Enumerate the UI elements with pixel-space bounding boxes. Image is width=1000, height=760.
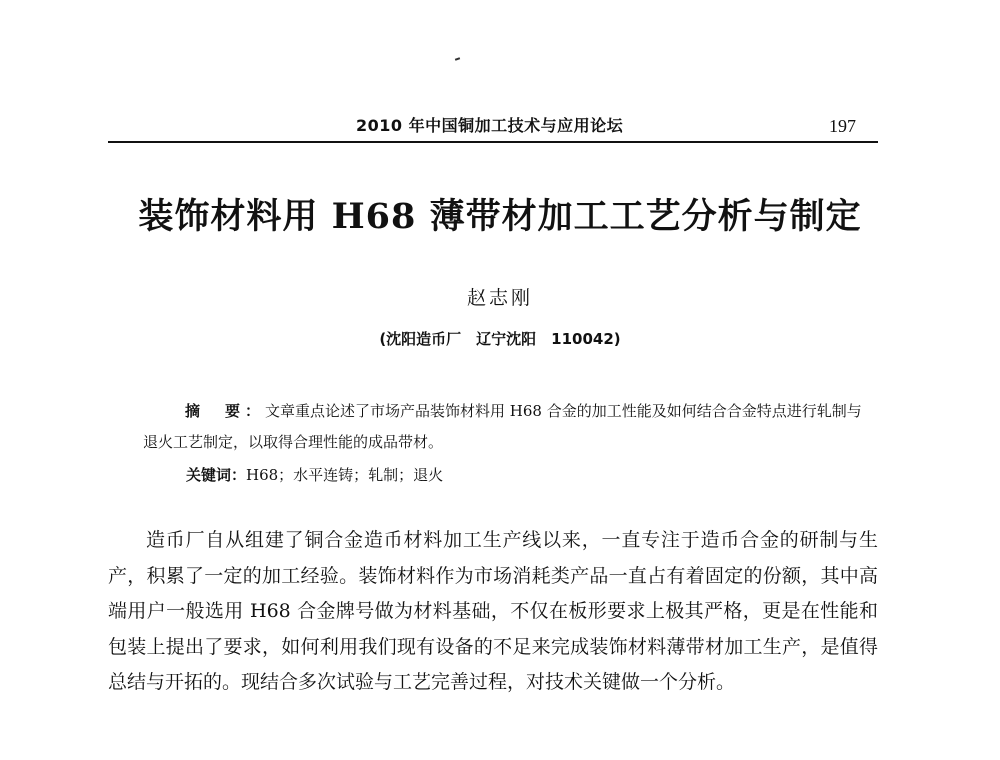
keywords-text: H68；水平连铸；轧制；退火 <box>246 466 444 484</box>
abstract <box>143 396 863 458</box>
header-rule <box>108 141 878 143</box>
page-number: 197 <box>829 116 856 136</box>
running-title: 2010 年中国铜加工技术与应用论坛 <box>356 116 624 135</box>
article-title: 装饰材料用 H68 薄带材加工工艺分析与制定 <box>138 196 862 237</box>
keywords-label: 关键词： <box>186 466 247 484</box>
body-paragraph: 造币厂自从组建了铜合金造币材料加工生产线以来，一直专注于造币合金的研制与生产，积累了一定的加工经验。装饰材料作为市场消耗类产品一直占有着固定的份额，其中高端用户一般选用 H68 合金牌号做为材料基础，不仅在板形要求上极其严格，更是在性能和包装上提出了要求，如何利用我们现有设备的不足来完成装饰材料薄带材加工生产，是值得总结与开拓的。现结合多次试验与工艺完善过程，对技术关键做一个分析。 <box>108 529 878 693</box>
abstract-text: 文章重点论述了市场产品装饰材料用 H68 合金的加工性能及如何结合合金特点进行轧制与退火工艺制定，以取得合理性能的成品带材。 <box>143 402 862 451</box>
abstract-label: 摘 要： <box>185 402 266 420</box>
author-name: 赵志刚 <box>466 287 533 309</box>
running-header <box>108 112 878 140</box>
scan-speck <box>455 57 460 61</box>
keywords <box>186 461 836 489</box>
author-affiliation: (沈阳造币厂 辽宁沈阳 110042) <box>379 330 621 348</box>
